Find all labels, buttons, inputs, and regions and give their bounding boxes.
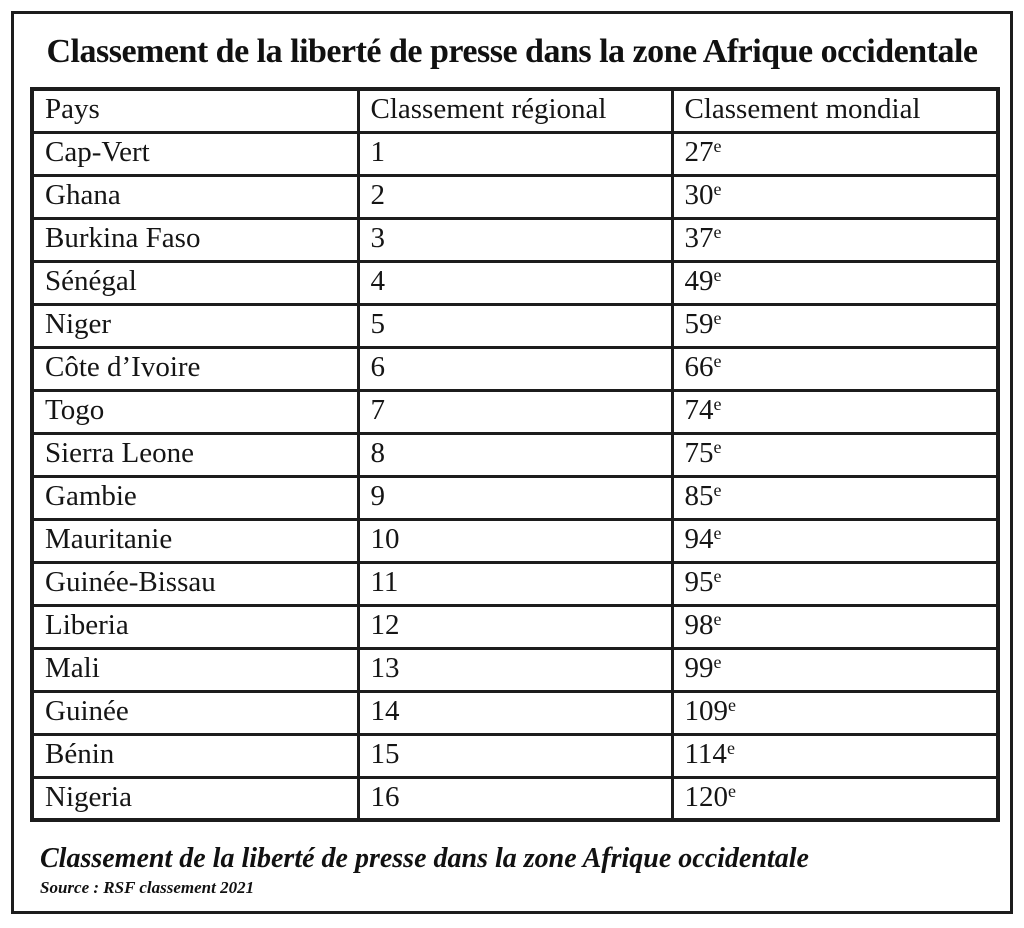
- table-row: [32, 605, 998, 648]
- cell-classement-mondial: 98e: [672, 605, 998, 648]
- cell-classement-mondial: 99e: [672, 648, 998, 691]
- table-body: [32, 132, 998, 820]
- table-row: [32, 218, 998, 261]
- cell-pays: Mali: [32, 648, 358, 691]
- table-row: [32, 691, 998, 734]
- cell-classement-regional: 10: [358, 519, 672, 562]
- cell-classement-mondial: 109e: [672, 691, 998, 734]
- cell-classement-regional: 7: [358, 390, 672, 433]
- cell-pays: Guinée-Bissau: [32, 562, 358, 605]
- ordinal-suffix: e: [728, 780, 736, 801]
- cell-pays: Mauritanie: [32, 519, 358, 562]
- cell-classement-mondial: 95e: [672, 562, 998, 605]
- ordinal-suffix: e: [713, 609, 722, 629]
- cell-classement-mondial: 66e: [672, 347, 998, 390]
- cell-pays: Nigeria: [32, 777, 358, 820]
- cell-classement-mondial: 27e: [672, 132, 998, 175]
- cell-classement-regional: 16: [358, 777, 672, 820]
- cell-classement-mondial: 75e: [672, 433, 998, 476]
- cell-classement-mondial: 94e: [672, 519, 998, 562]
- cell-pays: Togo: [32, 390, 358, 433]
- cell-pays: Guinée: [32, 691, 358, 734]
- cell-classement-mondial: 30e: [672, 175, 998, 218]
- cell-pays: Cap-Vert: [32, 132, 358, 175]
- cell-classement-regional: 14: [358, 691, 672, 734]
- page-title: Classement de la liberté de presse dans la zone Afrique occidentale: [46, 33, 978, 70]
- cell-classement-regional: 4: [358, 261, 672, 304]
- table-caption: Classement de la liberté de presse dans la zone Afrique occidentale: [40, 843, 809, 874]
- cell-classement-regional: 13: [358, 648, 672, 691]
- table-row: [32, 734, 998, 777]
- cell-pays: Gambie: [32, 476, 358, 519]
- table-row: [32, 519, 998, 562]
- cell-classement-mondial: 37e: [672, 218, 998, 261]
- column-header-classement-regional: Classement régional: [358, 89, 672, 132]
- ordinal-suffix: e: [728, 695, 736, 715]
- cell-classement-mondial: 120e: [672, 777, 998, 820]
- press-freedom-ranking-table: [30, 87, 1000, 822]
- cell-classement-regional: 8: [358, 433, 672, 476]
- cell-classement-regional: 9: [358, 476, 672, 519]
- ordinal-suffix: e: [726, 738, 735, 758]
- table-row: [32, 304, 998, 347]
- cell-pays: Sénégal: [32, 261, 358, 304]
- cell-classement-mondial: 85e: [672, 476, 998, 519]
- table-row: [32, 347, 998, 390]
- cell-pays: Bénin: [32, 734, 358, 777]
- ordinal-suffix: e: [713, 308, 722, 328]
- cell-classement-regional: 1: [358, 132, 672, 175]
- ordinal-suffix: e: [713, 179, 722, 199]
- ordinal-suffix: e: [713, 394, 722, 414]
- ordinal-suffix: e: [713, 523, 722, 543]
- cell-classement-regional: 3: [358, 218, 672, 261]
- cell-classement-regional: 6: [358, 347, 672, 390]
- ordinal-suffix: e: [713, 437, 722, 457]
- table-row: [32, 261, 998, 304]
- cell-pays: Côte d’Ivoire: [32, 347, 358, 390]
- cell-pays: Liberia: [32, 605, 358, 648]
- column-header-pays: Pays: [32, 89, 358, 132]
- source-note: Source : RSF classement 2021: [40, 878, 255, 897]
- table-row: [32, 476, 998, 519]
- cell-classement-mondial: 114e: [672, 734, 998, 777]
- ordinal-suffix: e: [713, 652, 722, 672]
- cell-classement-mondial: 59e: [672, 304, 998, 347]
- table-row: [32, 562, 998, 605]
- cell-classement-mondial: 49e: [672, 261, 998, 304]
- table-row: [32, 175, 998, 218]
- table-row: [32, 648, 998, 691]
- cell-pays: Ghana: [32, 175, 358, 218]
- column-header-classement-mondial: Classement mondial: [672, 89, 998, 132]
- table-row: [32, 390, 998, 433]
- cell-classement-mondial: 74e: [672, 390, 998, 433]
- cell-classement-regional: 5: [358, 304, 672, 347]
- cell-classement-regional: 12: [358, 605, 672, 648]
- table-row: [32, 433, 998, 476]
- ordinal-suffix: e: [713, 136, 722, 156]
- ordinal-suffix: e: [713, 480, 722, 500]
- cell-classement-regional: 11: [358, 562, 672, 605]
- table-row: [32, 132, 998, 175]
- table-row: [32, 777, 998, 820]
- cell-pays: Sierra Leone: [32, 433, 358, 476]
- table-header-row: [32, 89, 998, 132]
- ordinal-suffix: e: [713, 566, 722, 586]
- ordinal-suffix: e: [713, 351, 722, 371]
- cell-pays: Niger: [32, 304, 358, 347]
- page-frame: [11, 11, 1013, 914]
- ordinal-suffix: e: [713, 222, 722, 242]
- ordinal-suffix: e: [713, 265, 722, 285]
- cell-pays: Burkina Faso: [32, 218, 358, 261]
- cell-classement-regional: 15: [358, 734, 672, 777]
- cell-classement-regional: 2: [358, 175, 672, 218]
